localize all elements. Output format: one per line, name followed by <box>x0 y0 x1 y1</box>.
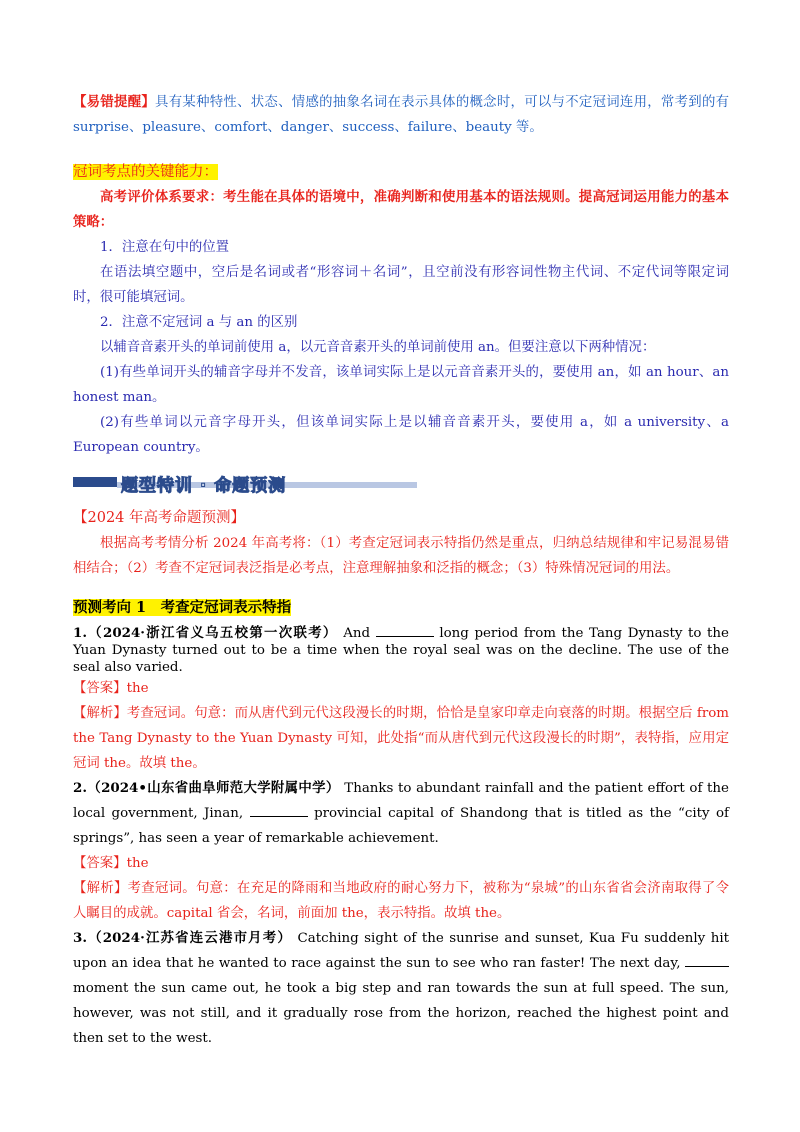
case1-text: (1)有些单词开头的辅音字母并不发音，该单词实际上是以元音音素开头的，要使用 an，如 an hour、an honest man。 <box>73 365 729 405</box>
analysis-line <box>73 701 729 776</box>
question-text-after: provincial capital of Shandong that is titled as the “city of springs”, has seen a year of remarkable achievement. <box>73 806 730 846</box>
question-text-before: Catching sight of the sunrise and sunset, Kua Fu suddenly hit upon an idea that he wanted to race against the sun to see who ran faster! The next day, <box>73 931 729 971</box>
point1-title: 1．注意在句中的位置 <box>100 240 230 255</box>
tip-label: 【易错提醒】 <box>73 94 156 110</box>
question-source: 1.（2024·浙江省义乌五校第一次联考） <box>73 625 338 641</box>
prediction-heading: 【2024 年高考命题预测】 <box>73 510 246 526</box>
question-source: 3.（2024·江苏省连云港市月考） <box>73 930 292 946</box>
answer-label: 【答案】 <box>73 856 127 871</box>
answer-line <box>73 676 729 701</box>
tip-paragraph <box>73 90 729 140</box>
question-text-after: long period from the Tang Dynasty to the Yuan Dynasty turned out to be a time when the royal seal was on the decline. The use of the seal also varied. <box>73 626 729 675</box>
prediction-text: 根据高考考情分析 2024 年高考将：（1）考查定冠词表示特指仍然是重点，归纳总结规律和牢记易混易错相结合；（2）考查不定冠词表泛指是必考点，注意理解抽象和泛指的概念；（3）特殊情况冠词的用法。 <box>73 536 729 576</box>
case2-text: (2)有些单词以元音字母开头，但该单词实际上是以辅音音素开头，要使用 a，如 a university、a European country。 <box>73 415 729 455</box>
banner-bar <box>73 477 117 487</box>
answer-blank[interactable] <box>250 804 308 817</box>
document-page <box>73 90 729 1051</box>
answer-blank[interactable] <box>376 624 434 637</box>
question-text-after: moment the sun came out, he took a big step and ran towards the sun at full speed. The sun, however, was not still, and it gradually rose from the horizon, reached the highest point and then set to the west. <box>73 981 729 1046</box>
analysis-text: 考查冠词。句意：而从唐代到元代这段漫长的时期，恰恰是皇家印章走向衰落的时期。根据空后 from the Tang Dynasty to the Yuan Dynasty 可知，此处指“而从唐代到元代这段漫长的时期”，表特指，应用定冠词 the。故填 the。 <box>73 706 729 771</box>
analysis-line <box>73 876 729 926</box>
point2-title: 2．注意不定冠词 a 与 an 的区别 <box>100 315 298 330</box>
point1-text: 在语法填空题中，空后是名词或者“形容词＋名词”，且空前没有形容词性物主代词、不定代词等限定词时，很可能填冠词。 <box>73 265 729 305</box>
tip-text: 具有某种特性、状态、情感的抽象名词在表示具体的概念时，可以与不定冠词连用，常考到的有 surprise、pleasure、comfort、danger、success、failure、beauty 等。 <box>73 95 730 135</box>
analysis-label: 【解析】 <box>73 881 128 896</box>
question-1 <box>73 624 729 676</box>
ability-requirement: 高考评价体系要求：考生能在具体的语境中，准确判断和使用基本的语法规则。提高冠词运用能力的基本策略： <box>73 189 729 230</box>
analysis-label: 【解析】 <box>73 706 127 721</box>
question-3 <box>73 926 729 1051</box>
answer-label: 【答案】 <box>73 681 127 696</box>
banner-title: 题型特训 · 命题预测 <box>121 476 287 496</box>
question-text-before: Thanks to abundant rainfall and the patient effort of the local government, Jinan, <box>73 781 729 821</box>
ability-heading: 冠词考点的关键能力： <box>73 164 218 180</box>
answer-value: the <box>126 681 149 696</box>
analysis-text: 考查冠词。句意：在充足的降雨和当地政府的耐心努力下，被称为“泉城”的山东省省会济南取得了令人瞩目的成就。capital 省会，名词，前面加 the，表示特指。故填 the。 <box>73 881 729 921</box>
section-banner <box>73 470 729 496</box>
question-source: 2.（2024•山东省曲阜师范大学附属中学） <box>73 780 340 796</box>
answer-blank[interactable] <box>685 954 729 967</box>
point2-text: 以辅音音素开头的单词前使用 a，以元音音素开头的单词前使用 an。但要注意以下两种情况： <box>100 340 656 355</box>
answer-value: the <box>126 856 149 871</box>
question-2 <box>73 776 729 851</box>
direction-label: 预测考向 1 考查定冠词表示特指 <box>73 599 292 616</box>
answer-line <box>73 851 729 876</box>
question-text-before: And <box>343 626 371 641</box>
